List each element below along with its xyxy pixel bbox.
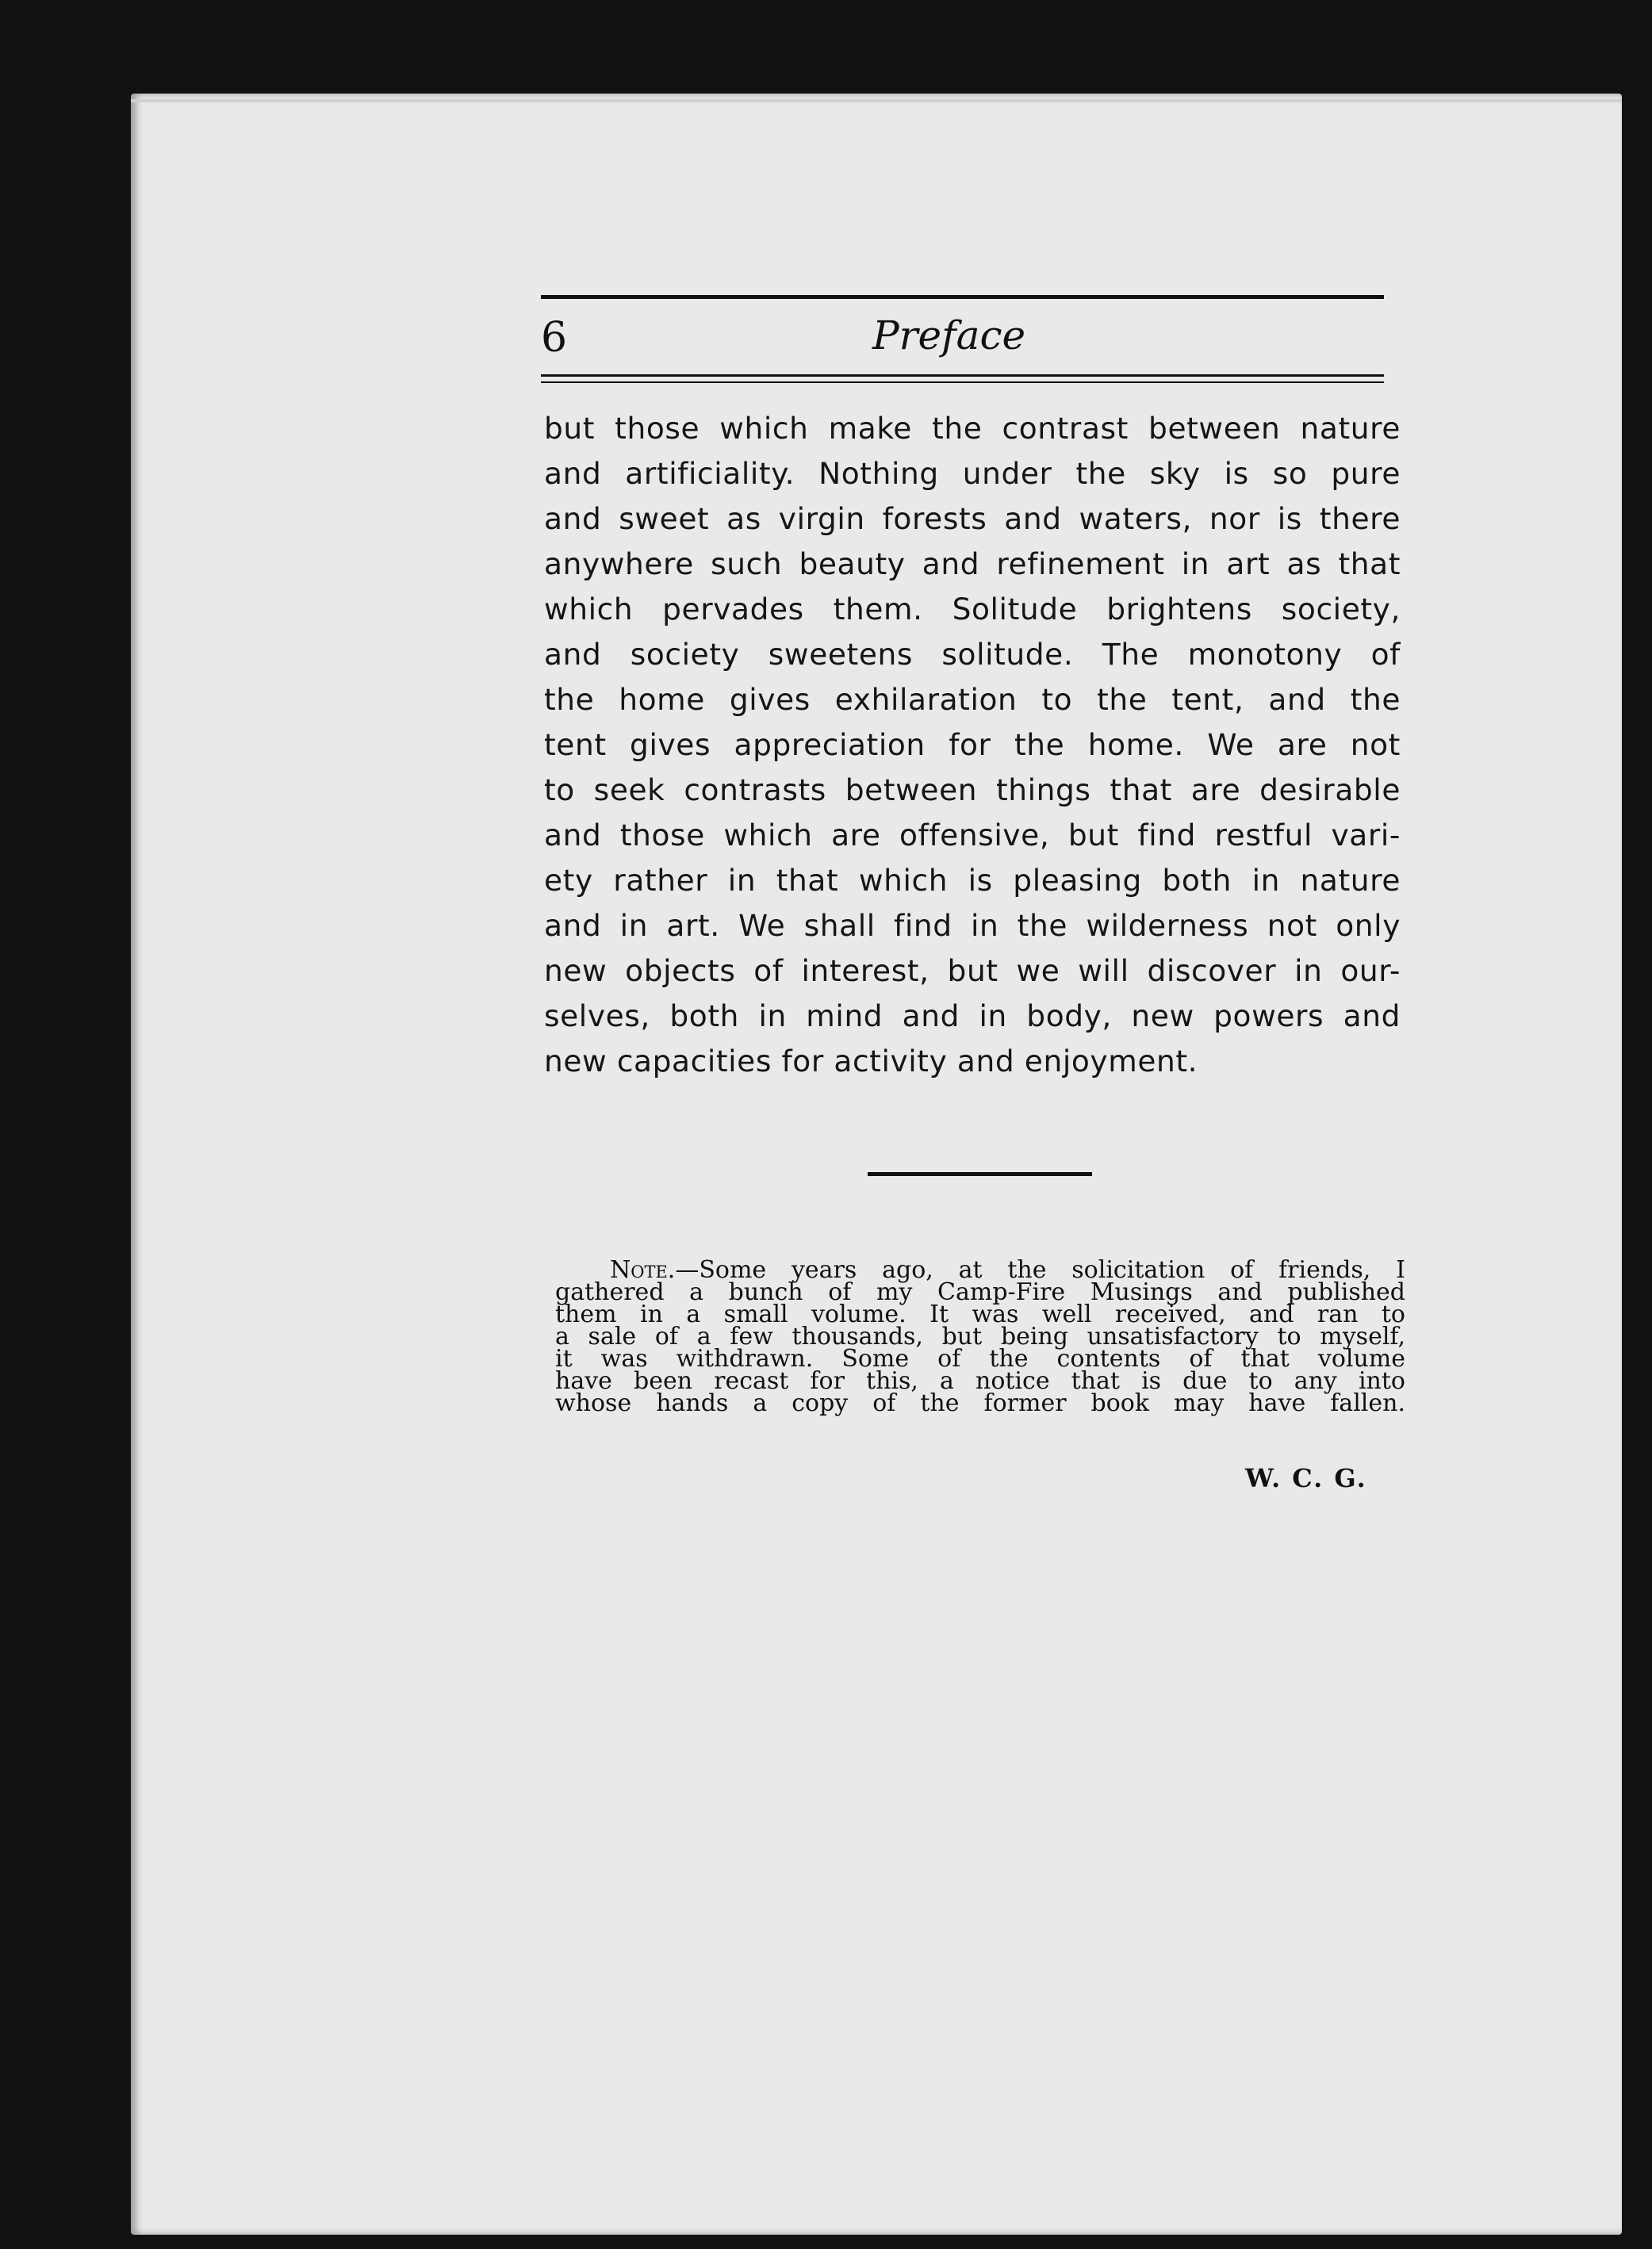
header-rule-top (541, 295, 1384, 299)
body-line: tent gives appreciation for the home. We are not (544, 727, 1401, 762)
body-line: which pervades them. Solitude brightens society, (544, 592, 1401, 626)
body-line: and in art. We shall find in the wilderness not only (544, 908, 1401, 943)
body-line: and society sweetens solitude. The monotony of (544, 637, 1401, 672)
note-label: Note. (610, 1256, 676, 1284)
body-line-last: new capacities for activity and enjoyment. (544, 1044, 1198, 1079)
note-line: it was withdrawn. Some of the contents of that volume (555, 1345, 1405, 1373)
body-line: ety rather in that which is pleasing both in nature (544, 863, 1401, 898)
header-rule-bottom (541, 374, 1384, 377)
body-paragraph (544, 406, 1401, 1084)
page-number: 6 (541, 314, 568, 362)
note-line: whose hands a copy of the former book may have fallen. (555, 1389, 1405, 1417)
note-line-text: —Some years ago, at the solicitation of friends, I (675, 1256, 1405, 1284)
author-signature: W. C. G. (1245, 1463, 1367, 1493)
body-line: to seek contrasts between things that are desirable (544, 772, 1401, 807)
body-line: anywhere such beauty and refinement in art as that (544, 546, 1401, 581)
body-line: and artificiality. Nothing under the sky is so pure (544, 456, 1401, 491)
author-note (555, 1256, 1405, 1417)
running-head: Preface (872, 312, 1026, 358)
note-line: a sale of a few thousands, but being unsatisfactory to myself, (555, 1323, 1405, 1351)
body-line: but those which make the contrast between nature (544, 411, 1401, 446)
body-line: and those which are offensive, but find restful vari- (544, 818, 1401, 852)
body-line: selves, both in mind and in body, new powers and (544, 998, 1401, 1033)
note-line: have been recast for this, a notice that is due to any into (555, 1367, 1405, 1395)
page-top-edge (131, 99, 1622, 102)
body-line: and sweet as virgin forests and waters, nor is there (544, 501, 1401, 536)
body-line: the home gives exhilaration to the tent, and the (544, 682, 1401, 717)
note-line: them in a small volume. It was well received, and ran to (555, 1301, 1405, 1328)
section-separator-rule (868, 1172, 1092, 1176)
note-line: gathered a bunch of my Camp-Fire Musings and published (555, 1278, 1405, 1306)
header-rule-bottom-second (541, 381, 1384, 383)
body-line: new objects of interest, but we will discover in our- (544, 953, 1401, 988)
